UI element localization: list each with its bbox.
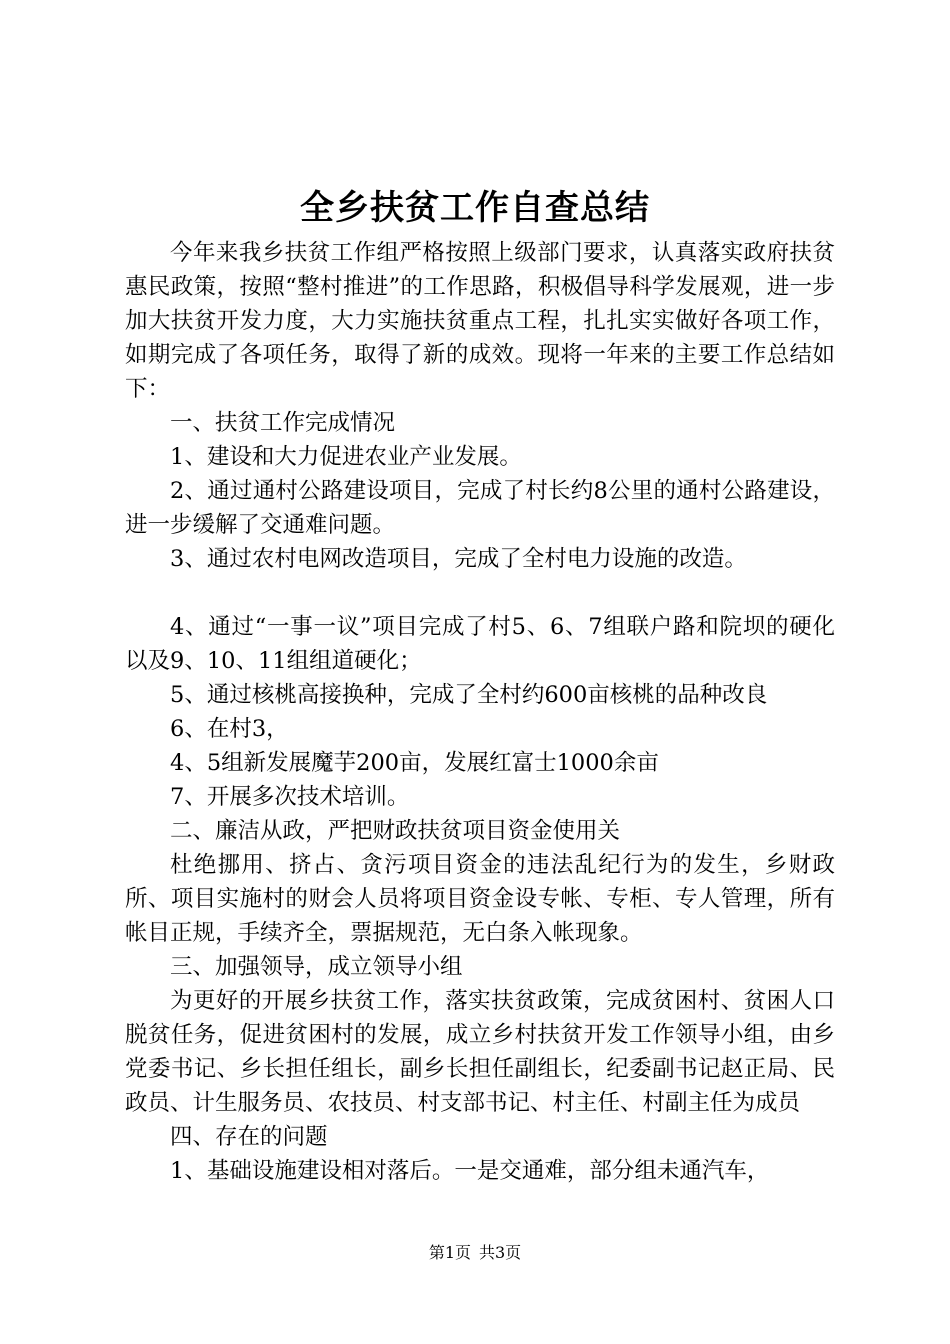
list-item-7: 7、开展多次技术培训。 [170,784,410,810]
section-heading-2: 二、廉洁从政，严把财政扶贫项目资金使用关 [170,818,621,844]
list-item-2: 2、通过通村公路建设项目，完成了村长约8公里的通村公路建设，进一步缓解了交通难问题。 [125,478,835,538]
list-item-6: 6、在村3， [170,716,289,742]
section-4-item-1: 1、基础设施建设相对落后。一是交通难，部分组未通汽车， [170,1158,770,1184]
page-total: 共3页 [479,1243,522,1262]
document-body [125,236,835,1188]
list-item-6-continued: 4、5组新发展魔芋200亩，发展红富士1000余亩 [170,750,659,776]
intro-paragraph: 今年来我乡扶贫工作组严格按照上级部门要求，认真落实政府扶贫惠民政策，按照“整村推进”的工作思路，积极倡导科学发展观，进一步加大扶贫开发力度，大力实施扶贫重点工程，扎扎实实做好各项工作，如期完成了各项任务，取得了新的成效。现将一年来的主要工作总结如下： [125,240,835,402]
list-item-3: 3、通过农村电网改造项目，完成了全村电力设施的改造。 [170,546,747,572]
section-heading-1: 一、扶贫工作完成情况 [170,410,396,436]
section-3-paragraph: 为更好的开展乡扶贫工作，落实扶贫政策，完成贫困村、贫困人口脱贫任务，促进贫困村的发展，成立乡村扶贫开发工作领导小组，由乡党委书记、乡长担任组长，副乡长担任副组长，纪委副书记赵正局、民政员、计生服务员、农技员、村支部书记、村主任、村副主任为成员 [125,988,835,1116]
list-item-4: 4、通过“一事一议”项目完成了村5、6、7组联户路和院坝的硬化以及9、10、11组组道硬化； [125,614,835,674]
section-2-paragraph: 杜绝挪用、挤占、贪污项目资金的违法乱纪行为的发生，乡财政所、项目实施村的财会人员将项目资金设专帐、专柜、专人管理，所有帐目正规，手续齐全，票据规范，无白条入帐现象。 [125,852,835,946]
section-heading-3: 三、加强领导，成立领导小组 [170,954,463,980]
list-item-1: 1、建设和大力促进农业产业发展。 [170,444,522,470]
section-heading-4: 四、存在的问题 [170,1124,328,1150]
page-number: 第1页 [428,1243,471,1262]
list-item-5: 5、通过核桃高接换种，完成了全村约600亩核桃的品种改良 [170,682,768,708]
page-footer [0,1243,950,1263]
document-title: 全乡扶贫工作自查总结 [300,188,650,228]
blank-line [125,576,835,610]
